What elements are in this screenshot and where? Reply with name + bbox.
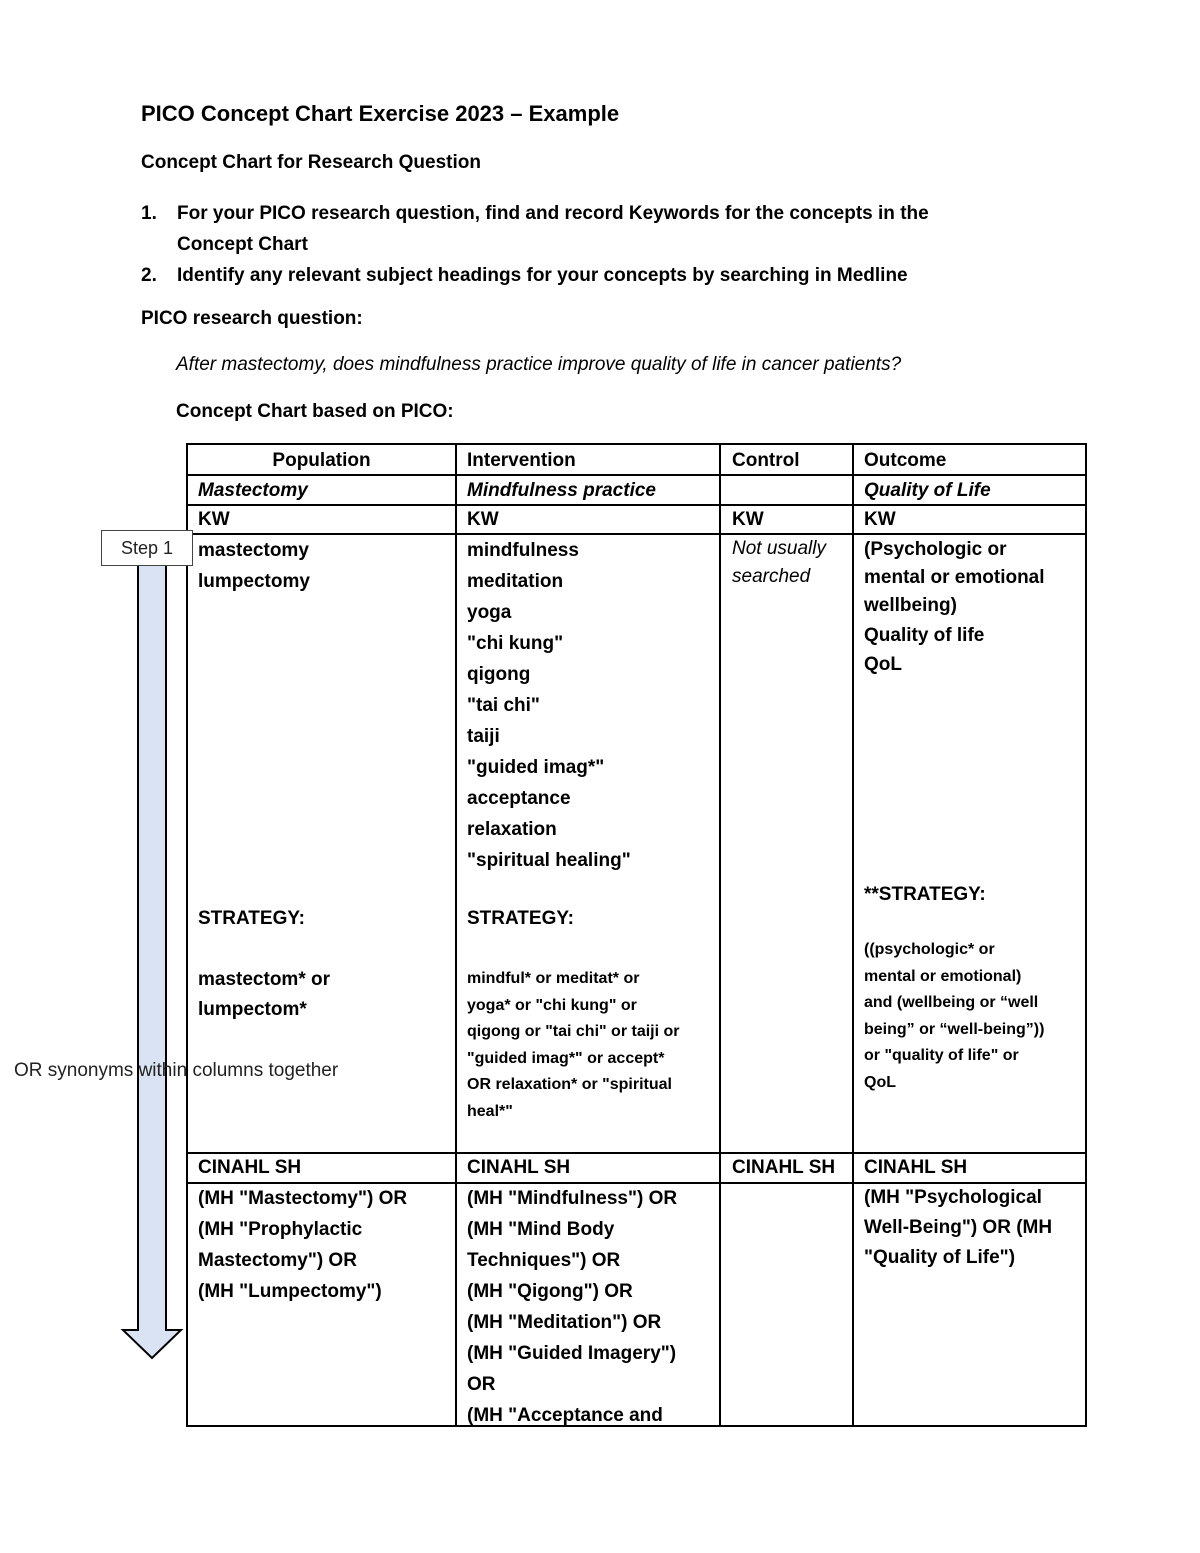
population-subject-headings [198, 1183, 407, 1307]
population-strategy-label: STRATEGY: [198, 908, 305, 929]
keyword-item: Quality of life [864, 625, 985, 646]
strategy-line: lumpectom* [198, 999, 307, 1020]
keyword-item: "guided imag*" [467, 757, 605, 778]
population-keyword-list [198, 535, 310, 597]
concept-population: Mastectomy [198, 480, 308, 501]
control-note [732, 535, 826, 591]
subject-heading-line: (MH "Mindfulness") OR [467, 1188, 678, 1209]
population-strategy [198, 965, 330, 1025]
kw-label-outcome: KW [864, 509, 896, 530]
intervention-strategy [467, 966, 717, 1125]
strategy-line: mindful* or meditat* or [467, 970, 640, 987]
keyword-item: relaxation [467, 819, 557, 840]
subject-heading-line: (MH "Meditation") OR [467, 1312, 662, 1333]
subject-heading-line: Well-Being") OR (MH [864, 1217, 1053, 1238]
chart-label: Concept Chart based on PICO: [176, 401, 454, 422]
keyword-item: mental or emotional [864, 567, 1045, 588]
sh-label-control: CINAHL SH [732, 1157, 836, 1178]
subject-heading-line: (MH "Prophylactic [198, 1219, 363, 1240]
keyword-item: QoL [864, 654, 902, 675]
strategy-line: "guided imag*" or accept* [467, 1049, 665, 1067]
instruction-text: Identify any relevant subject headings for your concepts by searching in Medline [177, 265, 908, 286]
intervention-strategy-label: STRATEGY: [467, 908, 574, 929]
keyword-item: "chi kung" [467, 633, 564, 654]
kw-label-control: KW [732, 509, 764, 530]
subject-heading-line: (MH "Mind Body [467, 1219, 615, 1240]
step-label: Step 1 [101, 530, 193, 566]
header-outcome: Outcome [864, 450, 947, 471]
strategy-line: ((psychologic* or [864, 941, 995, 958]
keyword-item: qigong [467, 664, 531, 685]
strategy-line: qigong or "tai chi" or taiji or [467, 1023, 680, 1040]
strategy-line: heal*" [467, 1102, 513, 1120]
table-col-divider [719, 443, 721, 1427]
intervention-subject-headings [467, 1183, 677, 1431]
subject-heading-line: (MH "Psychological [864, 1187, 1042, 1208]
keyword-item: taiji [467, 726, 500, 747]
question-label: PICO research question: [141, 308, 363, 329]
keyword-item: lumpectomy [198, 571, 310, 592]
strategy-line: yoga* or "chi kung" or [467, 996, 637, 1014]
kw-label-intervention: KW [467, 509, 499, 530]
header-population: Population [272, 450, 371, 471]
keyword-item: "spiritual healing" [467, 850, 631, 871]
outcome-keyword-list [864, 536, 1045, 679]
subject-heading-line: (MH "Qigong") OR [467, 1281, 633, 1302]
strategy-line: OR relaxation* or "spiritual [467, 1076, 672, 1093]
section-heading: Concept Chart for Research Question [141, 152, 481, 173]
table-col-divider [852, 443, 854, 1427]
keyword-item: "tai chi" [467, 695, 540, 716]
keyword-item: mastectomy [198, 540, 309, 561]
concept-outcome: Quality of Life [864, 480, 991, 501]
table-col-divider [455, 443, 457, 1427]
concept-intervention: Mindfulness practice [467, 480, 656, 501]
sh-label-outcome: CINAHL SH [864, 1157, 968, 1178]
document-title: PICO Concept Chart Exercise 2023 – Example [141, 101, 620, 126]
subject-heading-line: Techniques") OR [467, 1250, 621, 1271]
instruction-text: For your PICO research question, find and record Keywords for the concepts in the [177, 203, 929, 224]
subject-heading-line: (MH "Acceptance and [467, 1405, 663, 1426]
instruction-text-cont: Concept Chart [177, 234, 308, 255]
subject-heading-line: (MH "Lumpectomy") [198, 1281, 382, 1302]
down-arrow-icon [120, 562, 186, 1362]
research-question: After mastectomy, does mindfulness practice improve quality of life in cancer patients? [176, 354, 902, 375]
strategy-line: mental or emotional) [864, 967, 1022, 985]
subject-heading-line: "Quality of Life") [864, 1247, 1016, 1268]
strategy-line: or "quality of life" or [864, 1047, 1019, 1064]
instruction-item [141, 260, 1021, 291]
keyword-item: wellbeing) [864, 595, 957, 616]
keyword-item: meditation [467, 571, 564, 592]
or-synonyms-note: OR synonyms within columns together [14, 1060, 339, 1081]
subject-heading-line: (MH "Guided Imagery") [467, 1343, 677, 1364]
keyword-item: mindfulness [467, 540, 579, 561]
instruction-item [141, 198, 1021, 260]
kw-label-population: KW [198, 509, 230, 530]
table-border-left [186, 443, 188, 1427]
control-note-line: Not usually [732, 538, 826, 559]
instruction-list [141, 198, 1021, 291]
instruction-number: 2. [141, 265, 157, 286]
down-arrow-shape [123, 565, 181, 1358]
sh-label-population: CINAHL SH [198, 1157, 302, 1178]
sh-label-intervention: CINAHL SH [467, 1157, 571, 1178]
outcome-subject-headings [864, 1183, 1052, 1273]
header-control: Control [732, 450, 800, 471]
header-intervention: Intervention [467, 450, 576, 471]
table-border-right [1085, 443, 1087, 1427]
subject-heading-line: Mastectomy") OR [198, 1250, 357, 1271]
control-note-line: searched [732, 566, 811, 587]
strategy-line: QoL [864, 1073, 896, 1091]
outcome-strategy-label: **STRATEGY: [864, 884, 986, 905]
keyword-item: acceptance [467, 788, 571, 809]
intervention-keyword-list [467, 535, 631, 876]
strategy-line: being” or “well-being”)) [864, 1020, 1045, 1038]
strategy-line: mastectom* or [198, 969, 330, 990]
subject-heading-line: OR [467, 1374, 496, 1395]
outcome-strategy [864, 937, 1084, 1096]
table-rule [186, 533, 1087, 535]
subject-heading-line: (MH "Mastectomy") OR [198, 1188, 408, 1209]
instruction-number: 1. [141, 203, 157, 224]
keyword-item: (Psychologic or [864, 539, 1007, 560]
strategy-line: and (wellbeing or “well [864, 994, 1039, 1011]
keyword-item: yoga [467, 602, 512, 623]
